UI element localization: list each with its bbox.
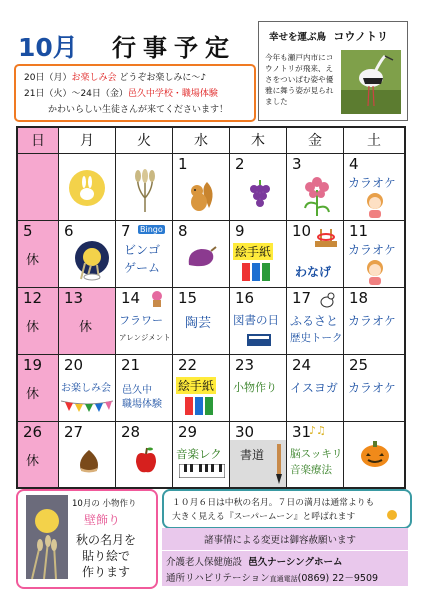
day-24 [287,355,344,422]
day-30 [230,422,287,487]
day-number: 14 [121,289,141,307]
title-month: 10月 [18,33,78,62]
pumpkin-icon [360,440,390,468]
day-number: 20 [64,356,84,374]
event-1-date: 20日（月） [24,73,72,83]
craft-line: 作ります [82,565,131,579]
day-number: 18 [349,289,369,307]
book-icon [246,332,272,348]
day-16 [230,288,287,355]
day-26 [18,422,59,487]
day-number: 28 [121,423,141,441]
apple-icon [134,446,158,474]
day-12 [18,288,59,355]
day-9 [230,221,287,288]
day-20 [59,355,116,422]
event-line: ゲーム [124,261,161,275]
divider [162,550,408,551]
stork-photo [341,50,401,114]
moon-craft-image [26,495,68,579]
day-22 [173,355,230,422]
craft-box [16,489,158,589]
day-empty [59,154,116,221]
day-number: 19 [23,356,43,374]
tel-number: (0869) 22－9509 [297,573,379,584]
weekday-sun: 日 [18,128,59,154]
craft-line: 貼り絵で [82,549,131,563]
day-28 [116,422,173,487]
day-number: 9 [235,222,245,240]
day-29 [173,422,230,487]
day-number: 12 [23,289,43,307]
paint-tubes-icon [240,261,276,283]
moon-icon [386,509,398,521]
event-1-highlight: お楽しみ会 [71,73,117,83]
craft-line: 秋の名月を [76,533,137,547]
day-18 [344,288,404,355]
day-25 [344,355,404,422]
stork-box [258,21,408,121]
day-number: 6 [64,222,74,240]
day-number: 31 [292,423,312,441]
bunting-icon [61,399,113,413]
day-11 [344,221,404,288]
craft-heading: 10月の 小物作り [72,499,137,509]
day-19 [18,355,59,422]
day-10 [287,221,344,288]
day-number: 30 [235,423,255,441]
event-line: ビンゴ [124,243,161,257]
facility-type: 介護老人保健施設 [166,557,243,568]
facility-info-box [162,528,408,586]
weekday-wed: 水 [173,128,230,154]
holiday-label: 休 [26,454,40,469]
day-14 [116,288,173,355]
singer-icon [364,259,386,285]
sweet-potato-icon [185,245,217,271]
craft-title: 壁飾り [84,513,121,527]
holiday-label: 休 [26,387,40,402]
day-number: 22 [178,356,198,374]
event-karaoke: カラオケ [348,243,396,257]
event-note: かわいらしい生徒さんが来てくださいます！ [48,105,229,115]
page-title: 行事予定 [112,34,236,62]
day-number: 1 [178,155,188,173]
event-etegami: 絵手紙 [178,379,215,393]
day-number: 27 [64,423,84,441]
day-number: 2 [235,155,245,173]
tel-label: 直通電話 [269,575,298,583]
day-27 [59,422,116,487]
day-5 [18,221,59,288]
bingo-badge: Bingo [140,225,163,234]
event-line: 音楽療法 [290,464,332,476]
holiday-label: 休 [26,253,40,268]
day-2 [230,154,287,221]
day-number: 26 [23,423,43,441]
event-sub: 歴史トーク [290,332,343,344]
event-karaoke: カラオケ [348,314,396,328]
moon-viewing-icon [73,239,111,281]
day-number: 3 [292,155,302,173]
brush-icon [274,444,284,484]
day-empty [344,422,404,487]
day-number: 23 [235,356,255,374]
music-notes-icon: ♪♫ [309,424,326,437]
event-karaoke: カラオケ [348,176,396,190]
ring-toss-icon [313,225,339,249]
weekday-mon: 月 [59,128,116,154]
event-flower: フラワー [119,314,163,327]
event-sub: アレンジメント [119,333,171,342]
grapes-icon [248,180,272,212]
keyboard-icon [179,464,225,478]
calendar [16,126,406,489]
day-number: 13 [64,289,84,307]
day-17 [287,288,344,355]
weekday-thu: 木 [230,128,287,154]
event-etegami: 絵手紙 [235,245,272,259]
stork-caption: 幸せを運ぶ鳥 [269,32,327,43]
day-number: 8 [178,222,188,240]
stork-name: コウノトリ [333,30,388,43]
stork-text: 今年も瀬戸内市にコウノトリが飛来、えさをついばむ姿や優雅に舞う姿が見られました [265,53,334,106]
day-number: 5 [23,222,33,240]
event-2-date: 21日（火）〜24日（金） [24,89,128,99]
rabbit-moon-icon [67,168,107,208]
flower-icon [301,174,333,216]
event-calligraphy: 書道 [240,448,265,462]
event-line-2 [24,86,218,99]
day-number: 7 [121,222,131,240]
day-number: 15 [178,289,198,307]
day-13 [59,288,116,355]
day-number: 17 [292,289,312,307]
event-furusato: ふるさと [290,314,339,328]
weekday-sat: 土 [344,128,404,154]
holiday-label: 休 [26,320,40,335]
day-number: 10 [292,222,312,240]
day-3 [287,154,344,221]
title-banner [14,24,246,62]
day-31 [287,422,344,487]
day-empty [116,154,173,221]
event-line: 脳スッキリ [290,448,343,460]
event-line-1 [24,70,206,83]
event-crafts: 小物作り [233,381,277,394]
weekday-tue: 火 [116,128,173,154]
squirrel-icon [187,178,217,214]
day-number: 29 [178,423,198,441]
day-6 [59,221,116,288]
facility-tel-line [166,570,378,584]
event-line: 職場体験 [122,399,162,410]
event-party: お楽しみ会 [61,383,111,394]
day-empty [18,154,59,221]
chestnut-icon [77,448,101,474]
event-line: 邑久中 [122,385,152,396]
event-library: 図書の日 [233,313,279,327]
flower-pot-icon [148,290,166,308]
event-1-suffix: どうぞお楽しみに〜♪ [119,73,207,83]
day-15 [173,288,230,355]
event-karaoke: カラオケ [348,381,396,395]
pampas-grass-icon [132,168,158,212]
weekday-fri: 金 [287,128,344,154]
day-21 [116,355,173,422]
super-moon-box [162,489,412,529]
day-number: 11 [349,222,369,240]
day-1 [173,154,230,221]
moon-text-1: １０月６日は中秋の名月。７日の満月は通常よりも [172,498,375,508]
event-wanage: わなげ [295,265,332,279]
facility-service: 通所リハビリテーション [166,573,270,584]
event-chair-yoga: イスヨガ [290,381,338,395]
day-23 [230,355,287,422]
day-8 [173,221,230,288]
facility-name: 邑久ナーシングホーム [248,557,343,568]
day-number: 4 [349,155,359,173]
day-number: 21 [121,356,141,374]
singer-icon [364,192,386,218]
day-7 [116,221,173,288]
facility-name-line [166,554,342,568]
bird-icon [317,290,337,310]
moon-text-2: 大きく見える『スーパームーン』と呼ばれます [172,512,356,522]
notice-text: 諸事情による変更は御容赦願います [204,535,357,546]
paint-tubes-icon [183,395,219,417]
day-number: 16 [235,289,255,307]
event-music: 音楽レク [176,447,222,461]
event-pottery: 陶芸 [185,316,212,331]
holiday-label: 休 [79,320,93,335]
events-box [14,64,256,122]
event-2-highlight: 邑久中学校・職場体験 [127,89,218,99]
stork-title [259,28,407,44]
day-number: 25 [349,356,369,374]
day-number: 24 [292,356,312,374]
day-4 [344,154,404,221]
